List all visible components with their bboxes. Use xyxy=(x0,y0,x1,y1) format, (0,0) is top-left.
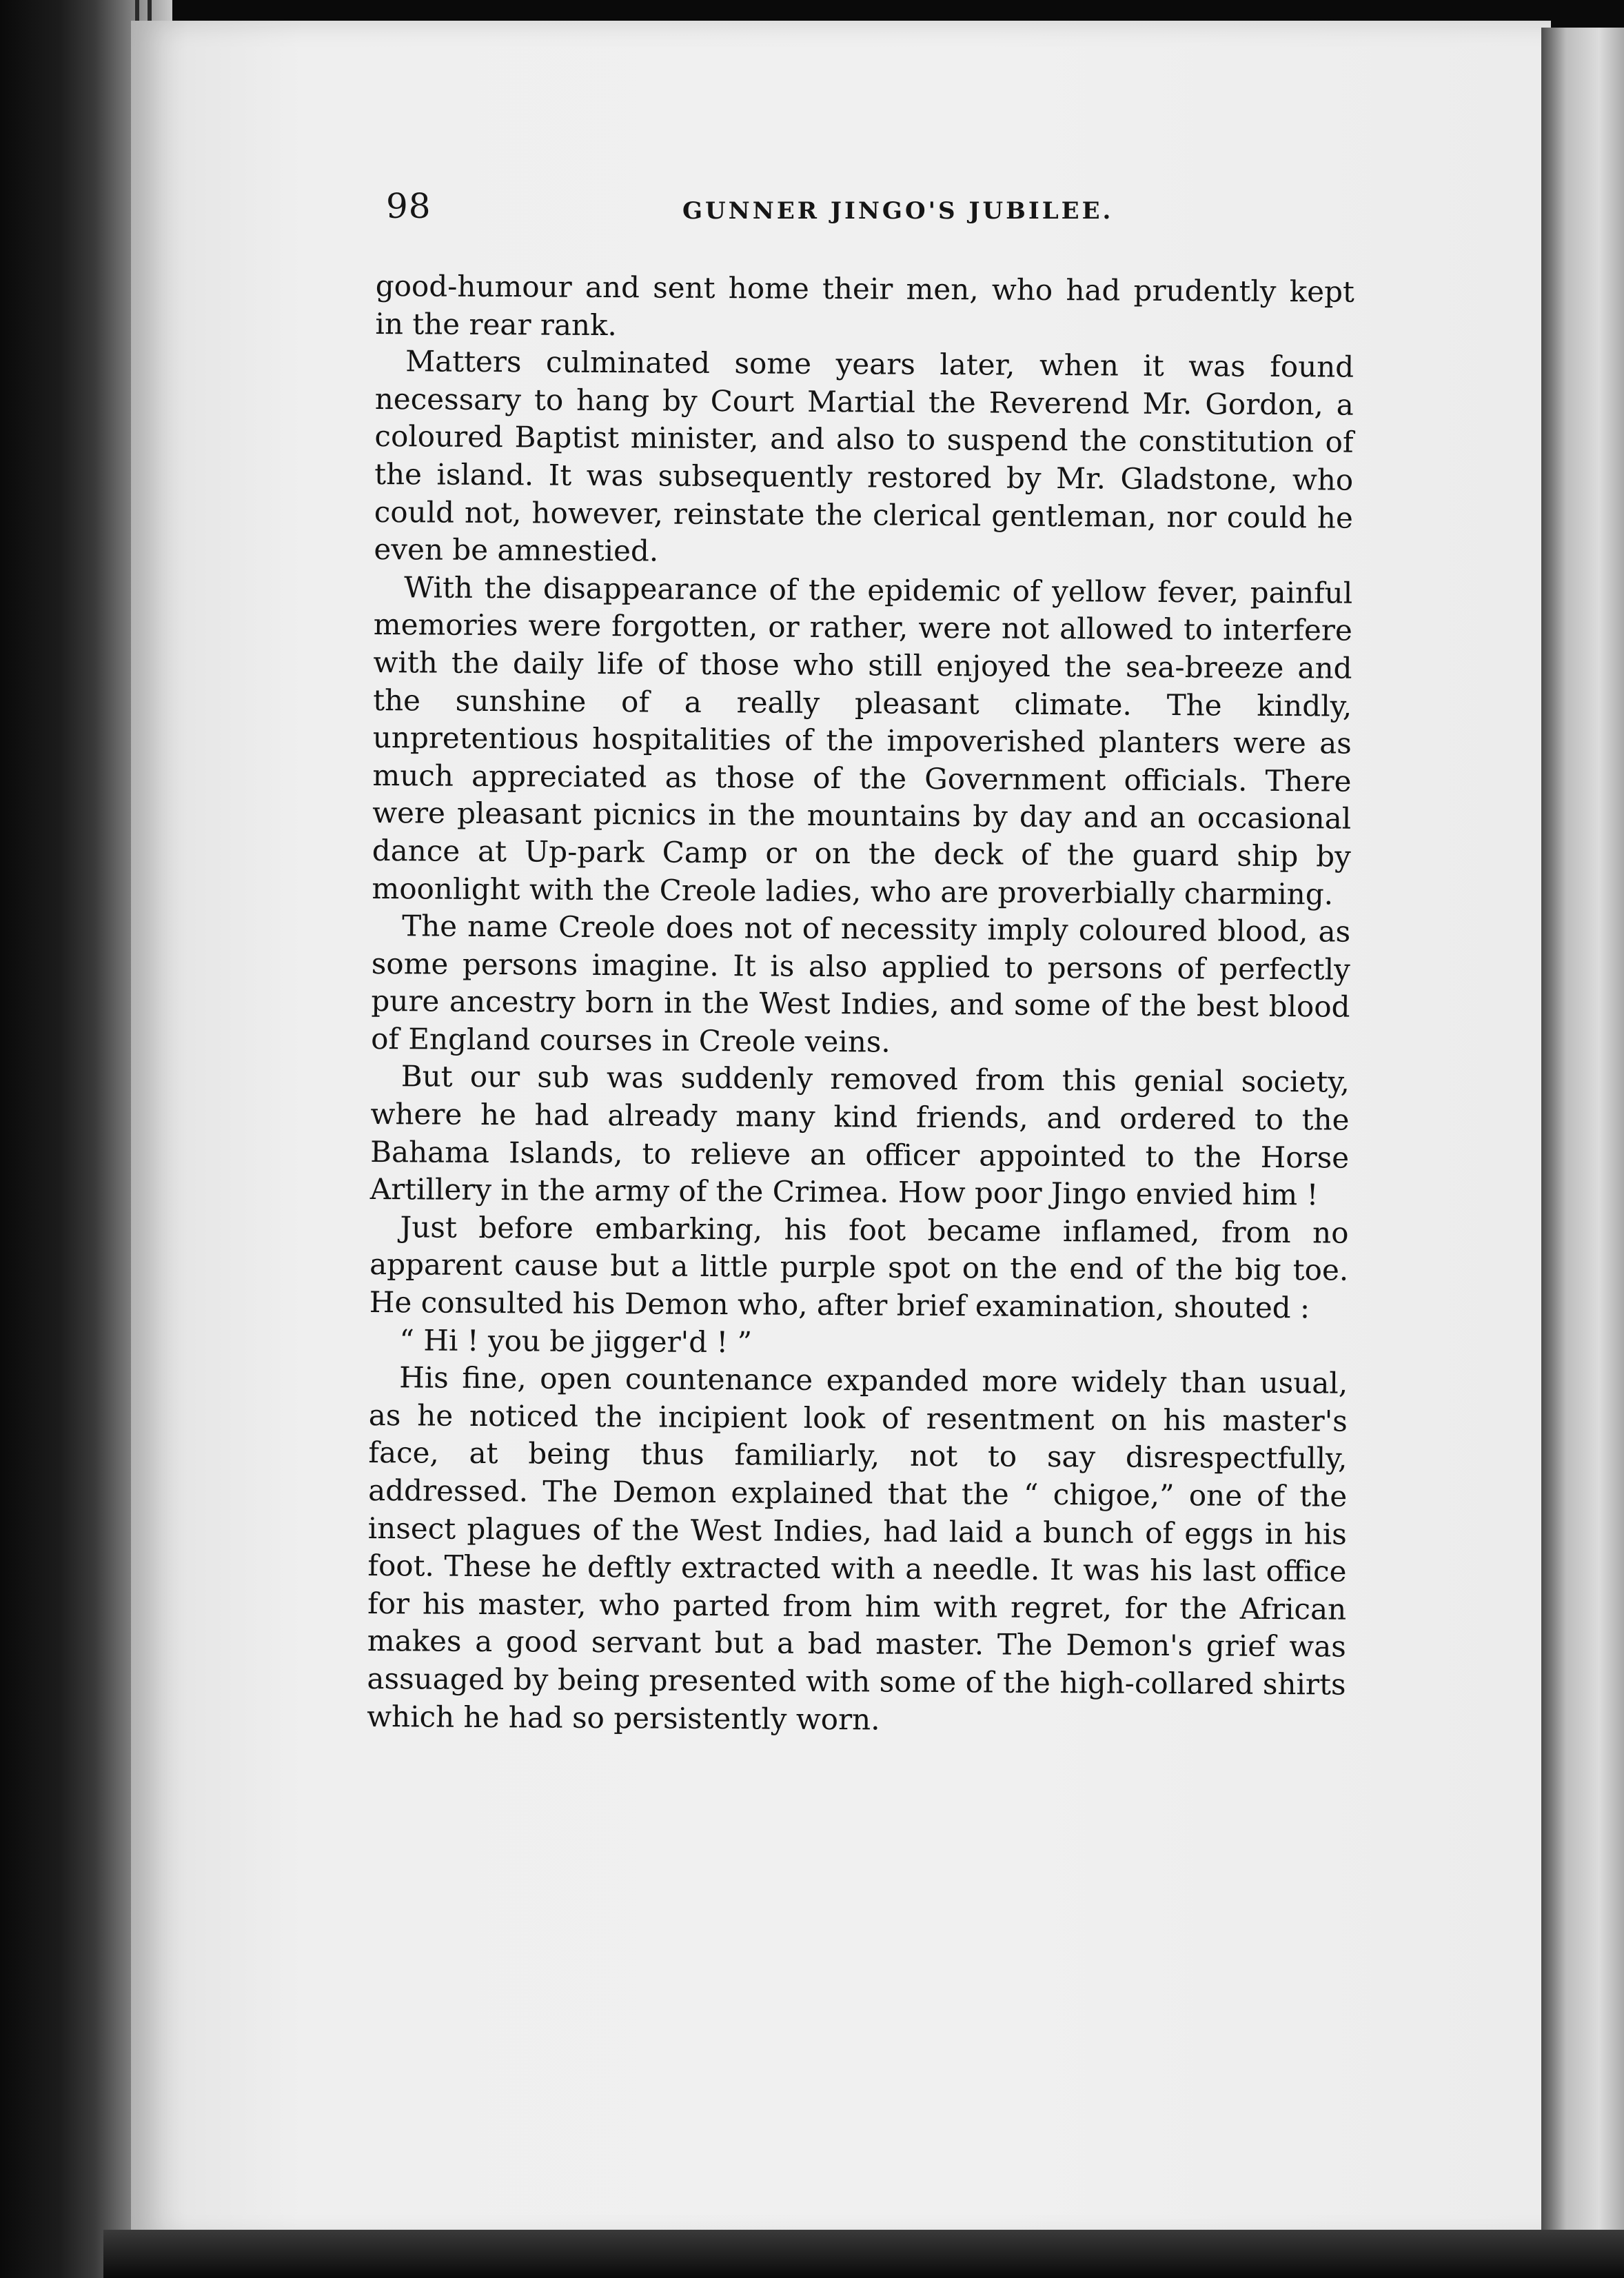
page-number: 98 xyxy=(386,186,432,226)
paragraph: Matters culminated some years later, when it was found necessary to hang by Court Martial the Reverend Mr. Gordon, a coloured Baptist minister, and also to suspend the constitution of the island. It was subsequently restored by Mr. Gladstone, who could not, however, reinstate the clerical gentleman, nor could he even be amnestied. xyxy=(374,344,1354,568)
paragraph: The name Creole does not of necessity imply coloured blood, as some persons imagine. It is also applied to persons of perfectly pure ancestry born in the West Indies, and some of the best blood of England courses in Creole veins. xyxy=(371,909,1351,1059)
paragraph: Just before embarking, his foot became inflamed, from no apparent cause but a little purple spot on the end of the big toe. He consulted his Demon who, after brief examination, shouted : xyxy=(369,1210,1349,1325)
paragraph: But our sub was suddenly removed from this genial society, where he had already many kind friends, and ordered to the Bahama Islands, to relieve an officer appointed to the Horse Artillery in the army of the Crimea. How poor Jingo envied him ! xyxy=(369,1059,1350,1212)
page-header xyxy=(386,186,1365,241)
paragraph: His fine, open countenance expanded more widely than usual, as he noticed the incipient look of resentment on his master's face, at being thus familiarly, not to say disrespectfully, addressed. The Demon explained that the “ chigoe,” one of the insect plagues of the West Indies, had laid a bunch of eggs in his foot. These he deftly extracted with a needle. It was his last office for his master, who parted from him with regret, for the African makes a good servant but a bad master. The Demon's grief was assuaged by being presented with some of the high-collared shirts which he had so persistently worn. xyxy=(367,1360,1348,1737)
next-page-edge xyxy=(1541,28,1624,2261)
bottom-shadow xyxy=(103,2230,1624,2278)
paragraph: good-humour and sent home their men, who had prudently kept in the rear rank. xyxy=(375,268,1354,342)
paragraph: With the disappearance of the epidemic of yellow fever, painful memories were forgotten, or rather, were not allowed to interfere with the daily life of those who still enjoyed the sea-breeze and the sunshine of a really pleasant climate. The kindly, unpretentious hospitalities of the impoverished planters were as much appreciated as those of the Government officials. There were pleasant picnics in the mountains by day and an occasional dance at Up-park Camp or on the deck of the guard ship by moonlight with the Creole ladies, who are proverbially charming. xyxy=(372,570,1353,911)
body-text xyxy=(367,268,1354,1742)
running-head: GUNNER JINGO'S JUBILEE. xyxy=(682,197,1114,225)
quoted-line: “ Hi ! you be jigger'd ! ” xyxy=(399,1322,753,1359)
